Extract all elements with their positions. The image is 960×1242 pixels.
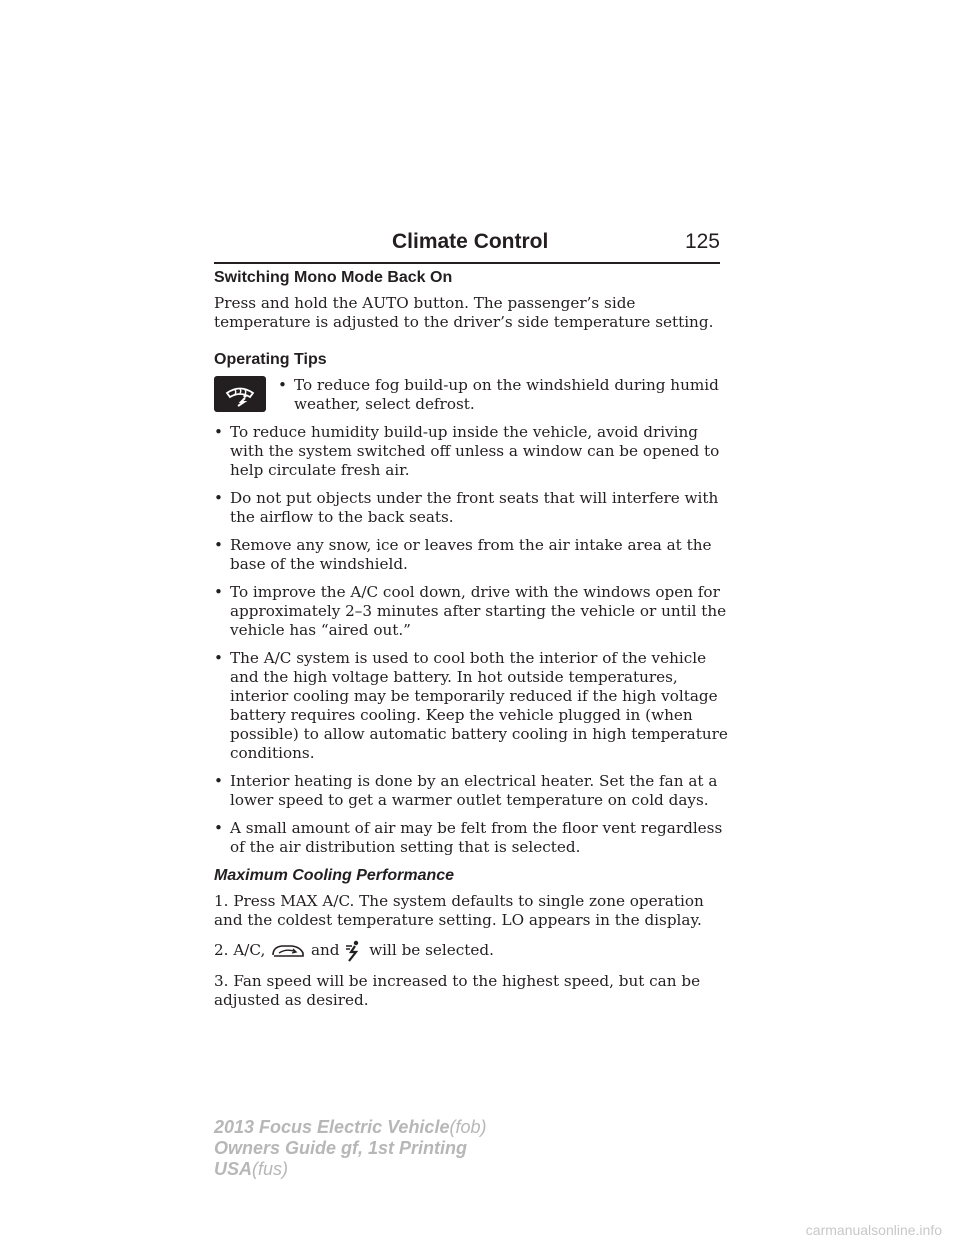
step-1: 1. Press MAX A/C. The system defaults to single zone operation and the coldest temperature setting. LO appears in the display. [214,892,704,929]
list-item: • A small amount of air may be felt from the floor vent regardless of the air distribution setting that is selected. [214,819,723,856]
watermark: carmanualsonline.info [805,1222,942,1238]
heading-mono-mode: Switching Mono Mode Back On [214,269,453,286]
tips-list [214,423,734,857]
step-3: 3. Fan speed will be increased to the highest speed, but can be adjusted as desired. [214,972,701,1009]
list-item: • Remove any snow, ice or leaves from the air intake area at the base of the windshield. [214,536,712,573]
page-header [214,228,720,264]
recirculation-icon [270,941,306,961]
list-item: • Do not put objects under the front seats that will interfere with the airflow to the back seats. [214,489,719,526]
list-item: • To improve the A/C cool down, drive with the windows open for approximately 2–3 minutes after starting the vehicle or until the vehicle has “aired out.” [214,583,727,639]
footer-model-code: (fob) [449,1117,487,1137]
footer-market: USA [214,1159,253,1179]
windshield-defrost-icon [214,376,266,412]
defrost-tip [214,376,734,414]
list-item: • The A/C system is used to cool both the interior of the vehicle and the high voltage battery. In hot outside temperatures, interior cooling may be temporarily reduced if the high voltage battery requires cooling. Keep the vehicle plugged in (when possible) to allow automatic battery cooling in high temperature conditions. [214,649,728,762]
page-number: 125 [684,230,720,253]
list-item: • To reduce fog build-up on the windshield during humid weather, select defrost. [278,376,719,413]
step-2: 2. A/C, and will be selected. [214,940,734,962]
list-item: • Interior heating is done by an electrical heater. Set the fan at a lower speed to get a warmer outlet temperature on cold days. [214,772,718,809]
page-content [214,268,734,1020]
footer-edition: Owners Guide gf, 1st Printing [214,1138,468,1158]
heading-operating-tips: Operating Tips [214,351,327,368]
footer-market-code: (fus) [252,1159,289,1179]
section-title: Climate Control [392,230,549,253]
heading-max-cooling: Maximum Cooling Performance [214,867,455,884]
list-item: • To reduce humidity build-up inside the vehicle, avoid driving with the system switched off unless a window can be opened to help circulate fresh air. [214,423,720,479]
panel-vent-icon [344,940,364,962]
document-footer [214,1117,486,1180]
footer-model: 2013 Focus Electric Vehicle [214,1117,450,1137]
mono-mode-paragraph: Press and hold the AUTO button. The passenger’s side temperature is adjusted to the driver’s side temperature setting. [214,294,714,331]
